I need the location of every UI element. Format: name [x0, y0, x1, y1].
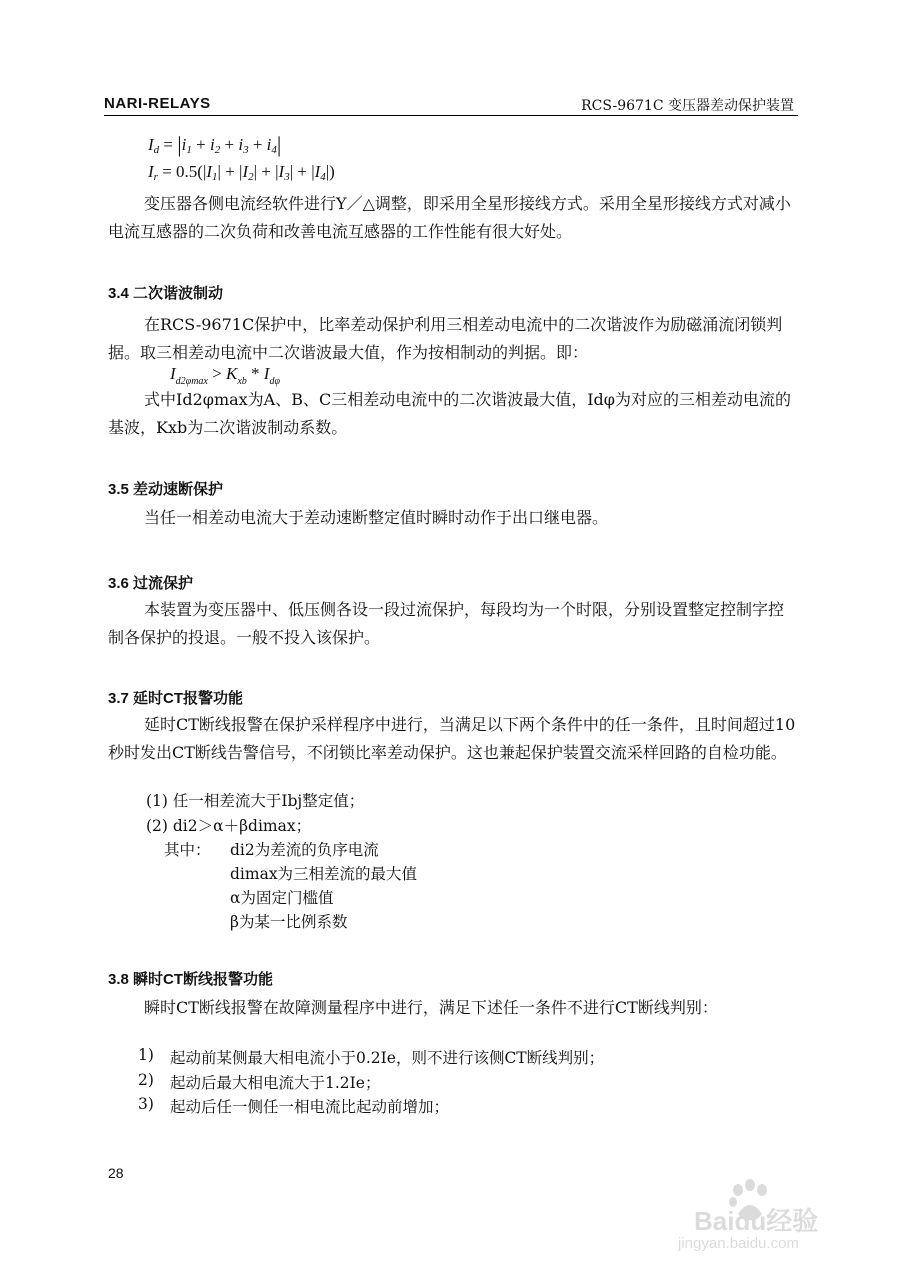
watermark-brand: Baidu经验 [694, 1206, 819, 1236]
heading-3-5: 3.5 差动速断保护 [108, 481, 224, 498]
formula-id-lhs-sub: d [153, 144, 160, 156]
heading-3-4: 3.4 二次谐波制动 [108, 285, 224, 302]
para-3-6: 本装置为变压器中、低压侧各设一段过流保护，每段均为一个时限，分别设置整定控制字控制各保护的投退。一般不投入该保护。 [108, 600, 785, 647]
formula-ir-sub: 2 [248, 171, 254, 183]
page-number: 28 [108, 1165, 124, 1181]
term-sub: 2 [214, 144, 221, 156]
formula-ir-sub: 3 [284, 171, 290, 183]
formula-ir-coef: = 0.5( [157, 162, 203, 181]
term-sub: 1 [186, 144, 192, 156]
term-plus: + [248, 135, 267, 154]
condition-2: (2) di2＞α＋βdimax； [146, 817, 312, 835]
list-item-number: 3) [138, 1095, 154, 1113]
formula-ir-plus: + [220, 162, 240, 181]
formula-ir-term: I [206, 162, 213, 181]
formula-id-lhs: I [148, 135, 154, 154]
heading-3-7: 3.7 延时CT报警功能 [108, 690, 244, 707]
formula-id-eq: = [159, 135, 178, 154]
para-3-4-b: 式中Id2φmax为A、B、C三相差动电流中的二次谐波最大值，Idφ为对应的三相差动电流的基波，Kxb为二次谐波制动系数。 [108, 390, 792, 437]
para-3-8: 瞬时CT断线报警在故障测量程序中进行，满足下述任一条件不进行CT断线判别： [144, 998, 718, 1017]
header-doc-title: RCS-9671C 变压器差动保护装置 [581, 98, 794, 114]
formula-harmonic-mul: * [246, 364, 264, 383]
term-plus: + [191, 135, 210, 154]
heading-3-6: 3.6 过流保护 [108, 575, 194, 592]
list-item-number: 1) [138, 1046, 154, 1064]
formula-harmonic-a-sub: d2φmax [175, 376, 208, 387]
term-i: i [238, 135, 244, 154]
formula-ir-term: I [314, 162, 321, 181]
term-i: i [266, 135, 272, 154]
where-label: 其中： [164, 841, 211, 859]
term-plus: + [220, 135, 239, 154]
term-i: i [181, 135, 187, 154]
formula-harmonic-b: K [225, 364, 238, 383]
term-sub: 3 [243, 144, 249, 156]
list-item-number: 2) [138, 1071, 154, 1089]
para-3-4-a: 在RCS-9671C保护中，比率差动保护利用三相差动电流中的二次谐波作为励磁涌流闭锁判据。取三相差动电流中二次谐波最大值，作为按相制动的判据。即： [108, 315, 783, 362]
formula-harmonic-op: > [207, 364, 226, 383]
formula-harmonic-c: I [263, 364, 270, 383]
baidu-watermark [634, 1172, 864, 1252]
formula-harmonic-a: I [170, 364, 176, 383]
formula-ir-plus: + [257, 162, 276, 181]
list-item: 起动前某侧最大相电流小于0.2Ie，则不进行该侧CT断线判别； [170, 1049, 605, 1067]
heading-3-8: 3.8 瞬时CT断线报警功能 [108, 971, 274, 988]
formula-ir-lhs-sub: r [153, 171, 158, 183]
formula-ir-term: I [242, 162, 249, 181]
formula-ir-plus: + [293, 162, 312, 181]
formula-harmonic-b-sub: xb [237, 376, 247, 387]
list-item: 起动后最大相电流大于1.2Ie； [170, 1074, 381, 1092]
para-3-5: 当任一相差动电流大于差动速断整定值时瞬时动作于出口继电器。 [144, 508, 609, 527]
formula-harmonic-c-sub: dφ [269, 376, 280, 387]
formula-ir-term: I [278, 162, 285, 181]
para-3-7: 延时CT断线报警在保护采样程序中进行，当满足以下两个条件中的任一条件，且时间超过10秒时发出CT断线告警信号，不闭锁比率差动保护。这也兼起保护装置交流采样回路的自检功能。 [108, 715, 796, 762]
formula-ir-sub: 4 [320, 171, 326, 183]
formula-ir-lhs: I [148, 162, 154, 181]
header-rule [104, 115, 798, 116]
formula-ir-sub: 1 [212, 171, 218, 183]
watermark-url: jingyan.baidu.com [678, 1235, 799, 1252]
condition-1: (1) 任一相差流大于Ibj整定值； [146, 792, 365, 810]
definition-beta: β为某一比例系数 [230, 913, 348, 931]
formula-ir: $I_r = 0.5(|I_1| + |I_2| + |I_3| + |I_4|)$ [148, 162, 335, 183]
term-sub: 4 [271, 144, 277, 156]
para-intro: 变压器各侧电流经软件进行Y／△调整，即采用全星形接线方式。采用全星形接线方式对减小电流互感器的二次负荷和改善电流互感器的工作性能有很大好处。 [108, 194, 791, 241]
definition-dimax: dimax为三相差流的最大值 [230, 865, 418, 883]
term-i: i [210, 135, 215, 154]
definition-alpha: α为固定门槛值 [230, 889, 334, 907]
list-item: 起动后任一侧任一相电流比起动前增加； [170, 1098, 450, 1116]
formula-ir-end: ) [329, 162, 335, 181]
header-brand: NARI-RELAYS [104, 95, 211, 112]
formula-id: $I_d = |i_1 + i_2 + i_3 + i_4|$ [148, 132, 282, 157]
formula-harmonic [170, 364, 280, 387]
definition-di2: di2为差流的负序电流 [230, 841, 379, 859]
